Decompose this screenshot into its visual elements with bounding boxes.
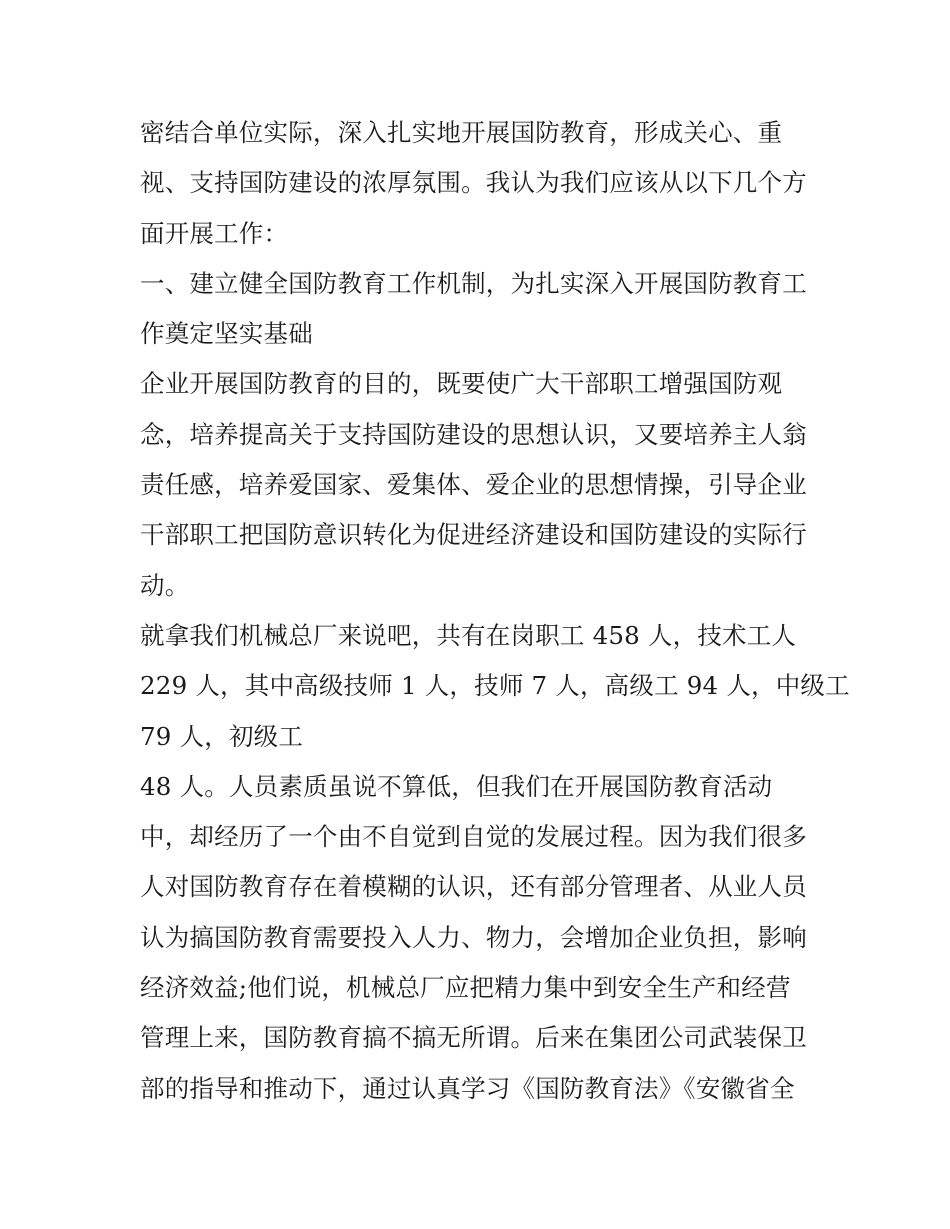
text-line: 念，培养提高关于支持国防建设的思想认识，又要培养主人翁 — [140, 419, 807, 449]
text-line: 管理上来，国防教育搞不搞无所谓。后来在集团公司武装保卫 — [140, 1023, 807, 1053]
text-line: 中，却经历了一个由不自觉到自觉的发展过程。因为我们很多 — [140, 822, 807, 852]
text-line: 密结合单位实际，深入扎实地开展国防教育，形成关心、重 — [140, 118, 783, 147]
text-line: 动。 — [140, 570, 190, 600]
section-heading-line: 一、建立健全国防教育工作机制，为扎实深入开展国防教育工 — [140, 268, 807, 298]
section-heading-line: 作奠定坚实基础 — [140, 319, 313, 349]
text-line: 229 人，其中高级技师 1 人，技师 7 人，高级工 94 人，中级工 — [140, 671, 850, 701]
text-line: 就拿我们机械总厂来说吧，共有在岗职工 458 人，技术工人 — [140, 620, 797, 650]
text-line: 人对国防教育存在着模糊的认识，还有部分管理者、从业人员 — [140, 872, 807, 902]
text-line: 79 人，初级工 — [140, 721, 304, 751]
text-line: 干部职工把国防意识转化为促进经济建设和国防建设的实际行 — [140, 520, 807, 550]
text-line: 面开展工作： — [140, 218, 289, 248]
text-line: 责任感，培养爱国家、爱集体、爱企业的思想情操，引导企业 — [140, 470, 807, 500]
body-text — [140, 108, 850, 1114]
text-line: 48 人。人员素质虽说不算低，但我们在开展国防教育活动 — [140, 771, 773, 801]
text-line: 部的指导和推动下，通过认真学习《国防教育法》《安徽省全 — [140, 1073, 795, 1103]
text-line: 认为搞国防教育需要投入人力、物力，会增加企业负担，影响 — [140, 922, 807, 952]
text-line: 视、支持国防建设的浓厚氛围。我认为我们应该从以下几个方 — [140, 168, 807, 198]
text-line: 企业开展国防教育的目的，既要使广大干部职工增强国防观 — [140, 369, 783, 399]
text-line: 经济效益;他们说，机械总厂应把精力集中到安全生产和经营 — [140, 973, 791, 1003]
